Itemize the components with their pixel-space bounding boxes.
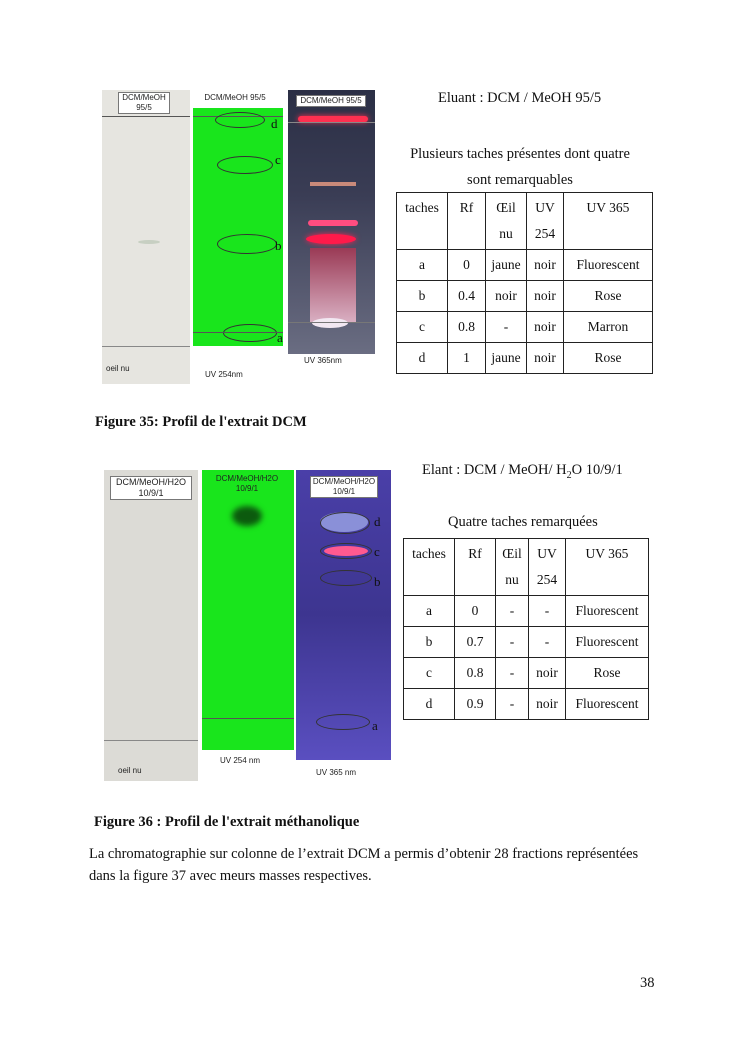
plate-label: DCM/MeOH/H2O 10/9/1 [110, 476, 192, 500]
spot-b-ellipse [320, 570, 372, 586]
spot-a-ellipse [316, 714, 370, 730]
plate-footer: UV 365nm [304, 356, 342, 365]
figure35-caption: Figure 35: Profil de l'extrait DCM [95, 414, 307, 430]
plate-footer: UV 365 nm [316, 768, 357, 777]
table-header: taches [397, 193, 448, 250]
tlc-plate-uv365-fig36 [296, 470, 391, 781]
fig36-spot-table [403, 538, 649, 720]
plate-footer: UV 254nm [205, 370, 243, 379]
tlc-plate-uv254-fig36 [202, 470, 294, 781]
fig35-spot-table [396, 192, 653, 374]
spot-label: c [374, 544, 380, 559]
tlc-plate-visible-fig35 [102, 90, 190, 384]
spot-label: a [277, 330, 283, 345]
table-header: Rf [455, 539, 496, 596]
table-header: UV 254 [529, 539, 566, 596]
table-row: a 0 - - Fluorescent [404, 596, 649, 627]
eluant-label: Eluant : DCM / MeOH 95/5 [438, 90, 602, 106]
eluant-label: Elant : DCM / MeOH/ $H_2O$ 10/9/1 [422, 462, 623, 481]
figure36-caption: Figure 36 : Profil de l'extrait méthanolique [94, 814, 360, 830]
plate-footer: UV 254 nm [220, 756, 261, 765]
spot-label: b [275, 238, 282, 253]
table-row: c 0.8 - noir Marron [397, 312, 653, 343]
spot-c-ellipse [320, 543, 372, 559]
table-header: Œil nu [496, 539, 529, 596]
table-header: Rf [448, 193, 486, 250]
tlc-plate-uv254-fig35 [193, 90, 285, 384]
table-header: taches [404, 539, 455, 596]
spot-label: c [275, 152, 281, 167]
table-row: d 1 jaune noir Rose [397, 343, 653, 374]
spot-label: d [271, 116, 278, 131]
plate-footer: oeil nu [118, 766, 142, 775]
table-row: a 0 jaune noir Fluorescent [397, 250, 653, 281]
spot-label: d [374, 514, 381, 529]
table-row: d 0.9 - noir Fluorescent [404, 689, 649, 720]
plate-footer: oeil nu [106, 364, 130, 373]
table-header: UV 254 [527, 193, 564, 250]
plate-label: DCM/MeOH/H2O 10/9/1 [215, 474, 279, 493]
spot-b-ellipse [217, 234, 277, 254]
plate-label: DCM/MeOH/H2O 10/9/1 [310, 476, 378, 498]
tlc-plate-uv365-fig35 [288, 90, 375, 384]
table-header: Œil nu [486, 193, 527, 250]
spot-d-ellipse [215, 112, 265, 128]
table-row: c 0.8 - noir Rose [404, 658, 649, 689]
table-row: b 0.7 - - Fluorescent [404, 627, 649, 658]
fig35-description: Plusieurs taches présentes dont quatre sont remarquables [410, 146, 630, 188]
plate-label: DCM/MeOH 95/5 [118, 92, 170, 114]
tlc-plate-visible-fig36 [104, 470, 198, 781]
spot-label: b [374, 574, 381, 589]
table-row: b 0.4 noir noir Rose [397, 281, 653, 312]
spot-d-ellipse [320, 512, 370, 534]
spot-c-ellipse [217, 156, 273, 174]
plate-label: DCM/MeOH 95/5 [204, 93, 266, 102]
plate-label: DCM/MeOH 95/5 [296, 95, 366, 107]
table-header: UV 365 [566, 539, 649, 596]
page-number: 38 [640, 975, 655, 991]
spot-label: a [372, 718, 378, 733]
body-paragraph: La chromatographie sur colonne de l’extrait DCM a permis d’obtenir 28 fractions représentées dans la figure 37 avec meurs masses respectives. [89, 846, 639, 884]
spot-a-ellipse [223, 324, 277, 342]
table-header: UV 365 [564, 193, 653, 250]
fig36-description: Quatre taches remarquées [448, 514, 598, 530]
